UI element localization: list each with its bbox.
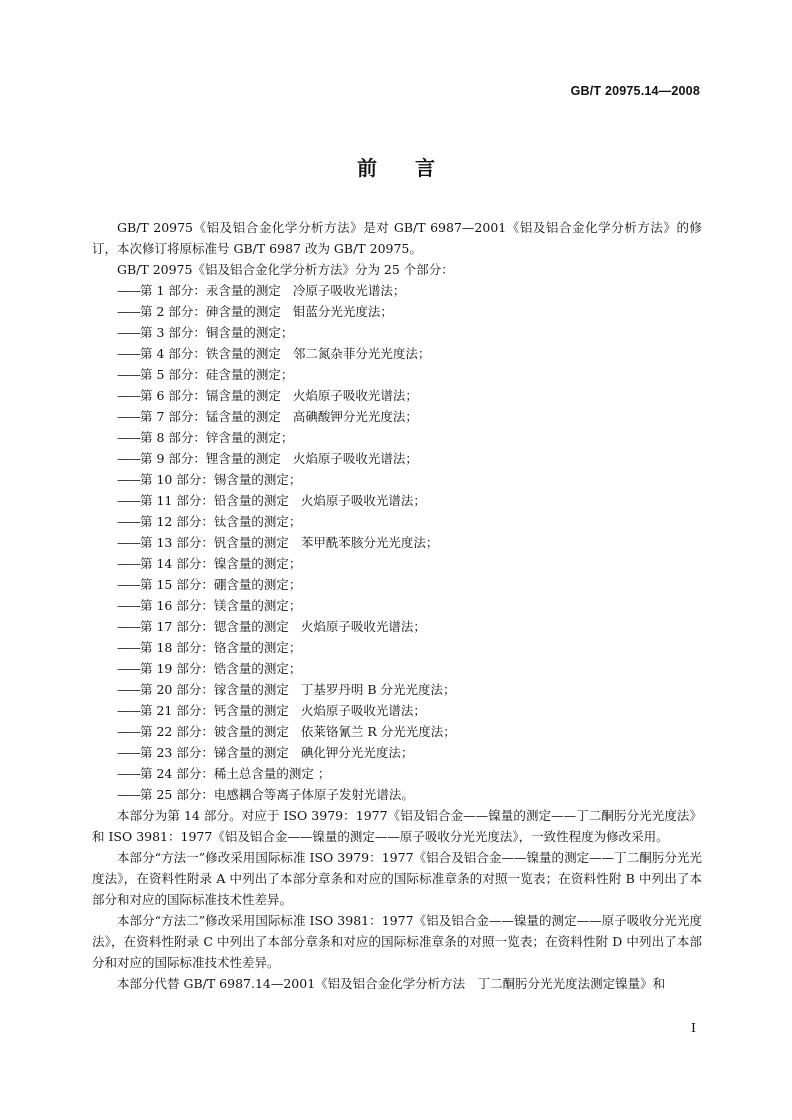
list-dash: —— xyxy=(117,430,140,445)
page-title xyxy=(0,152,792,181)
part-title: 第 20 部分：镓含量的测定 xyxy=(140,682,289,697)
paragraph-method-two: 本部分“方法二”修改采用国际标准 ISO 3981：1977《铝及铝合金——镍量的测定——原子吸收分光光度法》，在资料性附录 C 中列出了本部分章条和对应的国际标准章条的对照一览表；在资料性附 D 中列出了本部分和对应的国际标准技术性差异。 xyxy=(92,913,702,970)
paragraph-replaces: 本部分代替 GB/T 6987.14—2001《铝及铝合金化学分析方法 丁二酮肟分光光度法测定镍量》和 xyxy=(117,976,666,991)
part-method: 钼蓝分光光度法； xyxy=(292,304,393,319)
list-dash: —— xyxy=(117,661,140,676)
part-title: 第 23 部分：锑含量的测定 xyxy=(140,745,289,760)
part-method: 苯甲酰苯胲分光光度法； xyxy=(300,535,439,550)
part-title: 第 10 部分：锡含量的测定； xyxy=(140,472,302,487)
part-title: 第 22 部分：铍含量的测定 xyxy=(140,724,289,739)
list-item xyxy=(92,763,702,784)
paragraph-correspondence: 本部分为第 14 部分。对应于 ISO 3979：1977《铝及铝合金——镍量的测定——丁二酮肟分光光度法》和 ISO 3981：1977《铝及铝合金——镍量的测定——原子吸收分光光度法》，一致性程度为修改采用。 xyxy=(92,808,702,844)
list-dash: —— xyxy=(117,325,140,340)
part-title: 第 21 部分：钙含量的测定 xyxy=(140,703,289,718)
part-method: 碘化钾分光光度法； xyxy=(300,745,414,760)
list-dash: —— xyxy=(117,619,140,634)
list-dash: —— xyxy=(117,724,140,739)
intro-paragraph: GB/T 20975《铝及铝合金化学分析方法》是对 GB/T 6987—2001《铝及铝合金化学分析方法》的修订，本次修订将原标准号 GB/T 6987 改为 GB/T 20975。 xyxy=(92,220,702,256)
title-char-2: 言 xyxy=(415,156,435,180)
list-item xyxy=(92,343,702,364)
part-title: 第 13 部分：钒含量的测定 xyxy=(140,535,289,550)
list-item xyxy=(92,448,702,469)
part-title: 第 18 部分：铬含量的测定； xyxy=(140,640,302,655)
list-item xyxy=(92,469,702,490)
part-method: 火焰原子吸收光谱法； xyxy=(300,493,426,508)
parts-intro: GB/T 20975《铝及铝合金化学分析方法》分为 25 个部分： xyxy=(117,262,454,277)
list-item xyxy=(92,595,702,616)
list-dash: —— xyxy=(117,556,140,571)
list-item xyxy=(92,511,702,532)
list-dash: —— xyxy=(117,367,140,382)
list-dash: —— xyxy=(117,703,140,718)
list-dash: —— xyxy=(117,304,140,319)
part-method: 火焰原子吸收光谱法； xyxy=(292,451,418,466)
list-item xyxy=(92,532,702,553)
list-item xyxy=(92,301,702,322)
part-method: 高碘酸钾分光光度法； xyxy=(292,409,418,424)
list-dash: —— xyxy=(117,493,140,508)
list-item xyxy=(92,490,702,511)
list-item xyxy=(92,574,702,595)
part-title: 第 16 部分：镁含量的测定； xyxy=(140,598,302,613)
standard-code: GB/T 20975.14—2008 xyxy=(570,84,700,98)
list-dash: —— xyxy=(117,472,140,487)
list-item xyxy=(92,322,702,343)
list-dash: —— xyxy=(117,766,140,781)
list-item xyxy=(92,364,702,385)
list-item xyxy=(92,742,702,763)
list-dash: —— xyxy=(117,535,140,550)
list-dash: —— xyxy=(117,346,140,361)
list-item xyxy=(92,658,702,679)
list-dash: —— xyxy=(117,451,140,466)
page-number: I xyxy=(691,1020,696,1035)
list-dash: —— xyxy=(117,598,140,613)
part-title: 第 15 部分：硼含量的测定； xyxy=(140,577,302,592)
list-item xyxy=(92,784,702,805)
part-method: 火焰原子吸收光谱法； xyxy=(300,619,426,634)
part-title: 第 11 部分：铅含量的测定 xyxy=(140,493,289,508)
list-item xyxy=(92,616,702,637)
list-item xyxy=(92,679,702,700)
list-item xyxy=(92,406,702,427)
part-title: 第 4 部分：铁含量的测定 xyxy=(140,346,281,361)
list-dash: —— xyxy=(117,283,140,298)
part-title: 第 8 部分：锌含量的测定； xyxy=(140,430,294,445)
part-title: 第 6 部分：镉含量的测定 xyxy=(140,388,281,403)
list-dash: —— xyxy=(117,514,140,529)
part-method: 丁基罗丹明 B 分光光度法； xyxy=(300,682,456,697)
paragraph-method-one: 本部分“方法一”修改采用国际标准 ISO 3979：1977《铝合及铝合金——镍量的测定——丁二酮肟分光光度法》，在资料性附录 A 中列出了本部分章条和对应的国际标准章条的对照一览表；在资料性附 B 中列出了本部分和对应的国际标准技术性差异。 xyxy=(92,850,702,907)
list-dash: —— xyxy=(117,577,140,592)
list-item xyxy=(92,721,702,742)
list-item xyxy=(92,427,702,448)
part-title: 第 19 部分：锆含量的测定； xyxy=(140,661,302,676)
part-method: 邻二氮杂菲分光光度法； xyxy=(292,346,431,361)
list-dash: —— xyxy=(117,682,140,697)
part-title: 第 24 部分：稀土总含量的测定 ； xyxy=(140,766,331,781)
part-title: 第 2 部分：砷含量的测定 xyxy=(140,304,281,319)
part-method: 火焰原子吸收光谱法； xyxy=(292,388,418,403)
title-char-1: 前 xyxy=(357,156,377,180)
list-dash: —— xyxy=(117,640,140,655)
part-title: 第 14 部分：镍含量的测定； xyxy=(140,556,302,571)
list-item xyxy=(92,385,702,406)
parts-list xyxy=(92,280,702,805)
part-title: 第 25 部分：电感耦合等离子体原子发射光谱法。 xyxy=(140,787,414,802)
part-title: 第 7 部分：锰含量的测定 xyxy=(140,409,281,424)
foreword-body xyxy=(92,217,702,994)
list-item xyxy=(92,700,702,721)
part-title: 第 12 部分：钛含量的测定； xyxy=(140,514,302,529)
part-method: 冷原子吸收光谱法； xyxy=(292,283,406,298)
list-item xyxy=(92,637,702,658)
part-method: 依莱铬氰兰 R 分光光度法； xyxy=(300,724,456,739)
list-item xyxy=(92,553,702,574)
part-title: 第 17 部分：锶含量的测定 xyxy=(140,619,289,634)
list-dash: —— xyxy=(117,388,140,403)
part-title: 第 9 部分：锂含量的测定 xyxy=(140,451,281,466)
part-title: 第 1 部分：汞含量的测定 xyxy=(140,283,281,298)
list-item xyxy=(92,280,702,301)
part-title: 第 5 部分：硅含量的测定； xyxy=(140,367,294,382)
list-dash: —— xyxy=(117,787,140,802)
list-dash: —— xyxy=(117,409,140,424)
part-method: 火焰原子吸收光谱法； xyxy=(300,703,426,718)
list-dash: —— xyxy=(117,745,140,760)
part-title: 第 3 部分：铜含量的测定； xyxy=(140,325,294,340)
